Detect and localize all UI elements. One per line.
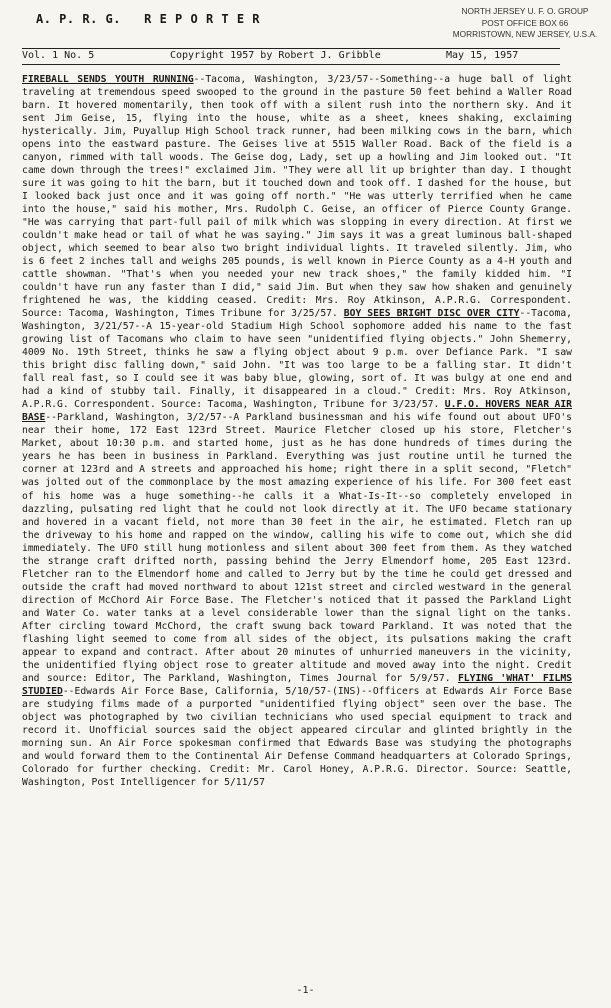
article-body-ufo-air-base: --Parkland, Washington, 3/2/57--A Parkland businessman and his wife found out about UFO's near their home, 172 East 123rd Street. Maurice Fletcher closed up his store, Fletcher's Market, about 10:30 p.m. and started home, just as he has done hundreds of times during the years he has been in business in Parkland. Everything was just routine until he turned the corner at 123rd and A streets and approached his home; right there in a split second, "Fletch" was jolted out of the commonplace by the most amazing experience of his life. For 300 feet east of his home was a huge something--he calls it a What-Is-It--so completely enveloped in dazzling, pulsating red light that he could not look directly at it. The UFO became stationary and hovered in a vacant field, not more than 30 feet in the air, he estimated. Fletch ran up the driveway to his home and rapped on the window, calling his wife to come out, which she did immediately. The UFO still hung motionless and silent about 300 feet from them. As they watched the strange craft drifted north, passing behind the Jerry Elmendorf home, 205 East 123rd. Fletcher ran to the Elmendorf home and called to Jerry but by the time he could get dressed and outside the craft had moved northward to about 121st street and circled westward in the general direction of McChord Air Force Base. The Fletcher's noticed that it passed the Parkland Light and Water Co. water tanks at a level considerable lower than the signal light on the tanks. After circling toward McChord, the craft swung back toward Parkland. It was noted that the flashing light seemed to come from all sides of the object, its pulsations making the craft appear to expand and contract. After about 20 minutes of unhurried maneuvers in the vicinity, the unidentified flying object rose to greater altitude and moved away into the night. Credit and source: Editor, The Parkland, Washington, Times Journal for 5/9/57. <box>22 412 572 684</box>
copyright-line: Copyright 1957 by Robert J. Gribble <box>170 50 381 61</box>
newsletter-title: A. P. R. G. R E P O R T E R <box>36 12 261 26</box>
article-body-films-studied: --Edwards Air Force Base, California, 5/10/57-(INS)--Officers at Edwards Air Force Base are studying films made of a purported "unidentified flying object" seen over the base. The object was photographed by two civilian technicians who used special equipment to track and record it. Unofficial sources said the object appeared circular and glinted brightly in the morning sun. An Air Force spokesman confirmed that Edwards Base was studying the photographs and would forward them to the Continental Air Defense Command headquarters at Colorado Springs, Colorado for further checking. Credit: Mr. Carol Honey, A.P.R.G. Director. Source: Seattle, Washington, Post Intelligencer for 5/11/57 <box>22 685 572 788</box>
volume-number: Vol. 1 No. 5 <box>22 50 95 61</box>
issue-date: May 15, 1957 <box>446 50 519 61</box>
stamp-line: POST OFFICE BOX 66 <box>481 17 569 28</box>
headline-bright-disc: BOY SEES BRIGHT DISC OVER CITY <box>343 308 520 320</box>
headline-films-studied: FLYING 'WHAT' FILMS STUDIED <box>22 672 572 697</box>
page-number: -1- <box>296 985 315 996</box>
news-column <box>22 73 572 789</box>
headline-fireball: FIREBALL SENDS YOUTH RUNNING <box>22 74 194 85</box>
stamp-line: NORTH JERSEY U. F. O. GROUP <box>461 6 589 16</box>
header-rule-top <box>22 48 560 49</box>
header-rule-bottom <box>22 64 560 65</box>
stamp-line: MORRISTOWN, NEW JERSEY, U.S.A. <box>452 29 598 39</box>
issue-info-bar <box>22 50 562 62</box>
article-body-fireball: --Tacoma, Washington, 3/23/57--Something--a huge ball of light traveling at tremendous speed swooped to the ground in the pasture 50 feet behind a Waller Road barn. It hovered momentarily, then took off with a silent rush into the northern sky. And it sent Jim Geise, 15, flying into the house, white as a sheet, knees shaking, exclaiming hysterically. Jim, Puyallup High School track runner, had been milking cows in the barn, which opens into the eastward pasture. The Geises live at 5515 Waller Road. Back of the field is a canyon, rimmed with tall woods. The Geise dog, Lady, set up a howling and Jim looked out. "It came down through the trees!" exclaimed Jim. "They were all lit up brighter than day. I thought sure it was going to hit the barn, but it touched down and took off. I dashed for the house, but I looked back just once and it was going off north." "He was utterly terrified when he came into the house," said his mother, Mrs. Rudolph C. Geise, an officer of Pierce County Grange. "He was carrying that part-full pail of milk which was slopping in every direction. At first we couldn't make head or tail of what he was saying." Jim says it was a great luminous ball-shaped object, which seemed to bear also two bright individual lights. It traveled silently. Jim, who is 6 feet 2 inches tall and weighs 205 pounds, is well known in Pierce County as a 4-H youth and cattle showman. "That's when you needed your new track shoes," the family kidded him. "I couldn't have run any faster than I did," said Jim. But when they saw how shaken and genuinely frightened he was, the kidding ceased. Credit: Mrs. Roy Atkinson, A.P.R.G. Correspondent. Source: Tacoma, Washington, Times Tribune for 3/25/57. <box>22 74 572 320</box>
headline-ufo-air-base: U.F.O. HOVERS NEAR AIR BASE <box>22 399 572 424</box>
group-address-stamp <box>444 6 606 41</box>
article-body-bright-disc: --Tacoma, Washington, 3/21/57--A 15-year-old Stadium High School sophomore added his name to the fast growing list of Tacomans who claim to have seen "unidentified flying objects." John Shemerry, 4009 No. 19th Street, thinks he saw a flying object about 9 p.m. over Defiance Park. "I saw this bright disc falling down," said John. "It was too large to be a falling star. It didn't fall real fast, so I could see it was baby blue, glowing, sort of. It was bulgy at one end and had a kind of stubby tail. Finally, it disappeared in a cloud." Credit: Mrs. Roy Atkinson, A.P.R.G. Correspondent. Source: Tacoma, Washington, Tribune for 3/23/57. <box>22 308 572 411</box>
